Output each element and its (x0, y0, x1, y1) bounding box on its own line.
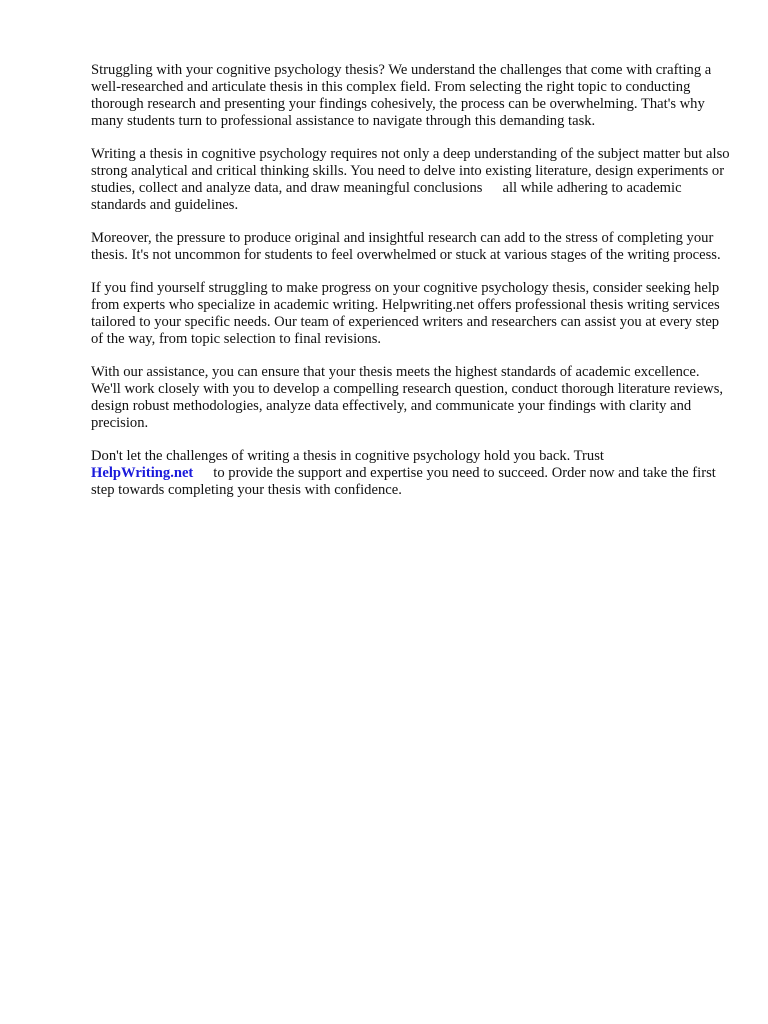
paragraph-requirements (91, 146, 731, 214)
paragraph-pressure: Moreover, the pressure to produce original and insightful research can add to the stress of completing your thesis. It's not uncommon for students to feel overwhelmed or stuck at various stages of the writing process. (91, 230, 721, 263)
cta-text-before-link: Don't let the challenges of writing a thesis in cognitive psychology hold you back. Trust (91, 448, 604, 464)
document-body (91, 62, 731, 515)
paragraph-assistance: With our assistance, you can ensure that your thesis meets the highest standards of academic excellence. We'll work closely with you to develop a compelling research question, conduct thorough literature reviews, design robust methodologies, analyze data effectively, and communicate your findings with clarity and precision. (91, 364, 724, 431)
paragraph-requirements-tail: all while adhering to academic standards and guidelines. (91, 180, 682, 213)
paragraph-help: If you find yourself struggling to make progress on your cognitive psychology thesis, consider seeking help from experts who specialize in academic writing. Helpwriting.net offers professional thesis writing services tailored to your specific needs. Our team of experienced writers and researchers can assist you at every step of the way, from topic selection to final revisions. (91, 280, 720, 347)
helpwriting-link[interactable]: HelpWriting.net (91, 465, 194, 481)
paragraph-intro: Struggling with your cognitive psychology thesis? We understand the challenges that come with crafting a well-researched and articulate thesis in this complex field. From selecting the right topic to conducting thorough research and presenting your findings cohesively, the process can be overwhelming. That's why many students turn to professional assistance to navigate through this demanding task. (91, 62, 712, 129)
paragraph-requirements-text: Writing a thesis in cognitive psychology requires not only a deep understanding of the subject matter but also strong analytical and critical thinking skills. You need to delve into existing literature, design experiments or studies, collect and analyze data, and draw meaningful conclusions (91, 146, 730, 196)
cta-text-after-link: to provide the support and expertise you need to succeed. Order now and take the first step towards completing your thesis with confidence. (91, 465, 716, 498)
paragraph-call-to-action (91, 448, 731, 499)
